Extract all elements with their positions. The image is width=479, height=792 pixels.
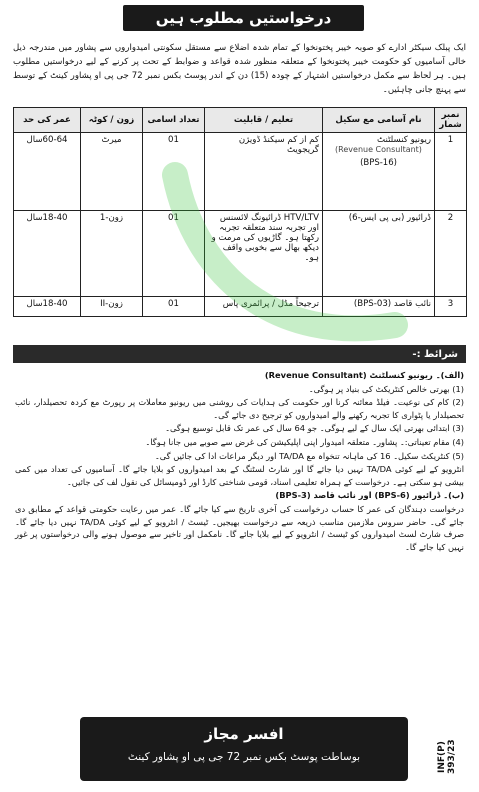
- condition-item: انٹرویو کے لیے کوئی TA/DA نہیں دیا جائے گا اور شارٹ لسٹنگ کے بعد امیدواروں کو بلایا جائے گا۔ آسامیوں کی تعداد میں کمی بیشی ہو سکتی ہے۔ درخواست کے ہمراہ تعلیمی اسناد، قومی شناختی کارڈ اور ڈومیسائل کی نقول لف کی جائیں۔: [15, 464, 464, 487]
- col-header-zone: زون / کوٹہ: [81, 108, 143, 133]
- table-row: [14, 297, 467, 317]
- condition-subheading: (ب)۔ ڈرائیور (BPS-6) اور نائب قاصد (BPS-3): [275, 490, 464, 501]
- condition-item: (2) کام کی نوعیت۔ فیلڈ معائنہ کرنا اور حکومت کی ہدایات کی روشنی میں ریونیو معاملات پر رپورٹ مع کردہ تحصیلدار، نائب تحصیلدار یا پٹواری کا تجربہ رکھنے والے امیدواروں کو ترجیح دی جائے گی۔: [15, 397, 464, 420]
- post-title-urdu: ریونیو کنسلٹنٹ: [377, 135, 431, 145]
- officer-title: افسر مجاز: [204, 725, 284, 743]
- condition-item: (1) بھرتی خالص کنٹریکٹ کی بنیاد پر ہوگی۔: [308, 383, 464, 394]
- vacancy-table: [13, 107, 467, 317]
- condition-item: (3) ابتدائی بھرتی ایک سال کے لیے ہوگی۔ جو 64 سال کی عمر تک قابل توسیع ہوگی۔: [165, 423, 464, 434]
- post-title-english: (Revenue Consultant): [335, 145, 422, 154]
- condition-subheading: (الف)۔ ریونیو کنسلٹنٹ (Revenue Consultant): [264, 370, 464, 380]
- conditions-list: [15, 369, 464, 689]
- col-header-age: عمر کی حد: [14, 108, 81, 133]
- row-serial: 2: [435, 211, 467, 297]
- row-count: 01: [143, 211, 205, 297]
- row-post: [323, 133, 435, 211]
- table-header-row: [14, 108, 467, 133]
- table-row: [14, 211, 467, 297]
- footer-box: [80, 717, 408, 781]
- row-serial: 1: [435, 133, 467, 211]
- post-title-urdu: نائب قاصد (BPS-03): [353, 299, 431, 309]
- col-header-count: تعداد اسامی: [143, 108, 205, 133]
- row-serial: 3: [435, 297, 467, 317]
- condition-item: (4) مقام تعیناتی:۔ پشاور۔ متعلقہ امیدوار اپنی اپلیکیشن کی غرض سے صوبے میں جانا ہوگا۔: [145, 436, 464, 447]
- row-qualification: کم از کم سیکنڈ ڈویژن گریجویٹ: [205, 133, 323, 211]
- col-header-serial: نمبر شمار: [435, 108, 467, 133]
- row-count: 01: [143, 297, 205, 317]
- table-row: [14, 133, 467, 211]
- row-post: [323, 297, 435, 317]
- row-qualification: ترجیحاً مڈل / پرائمری پاس: [205, 297, 323, 317]
- row-zone: میرٹ: [81, 133, 143, 211]
- row-zone: زون-II: [81, 297, 143, 317]
- condition-item: (5) کنٹریکٹ سکیل۔ 16 کی ماہانہ تنخواہ مع TA/DA اور دیگر مراعات ادا کی جائیں گی۔: [154, 450, 464, 461]
- post-scale: (BPS-16): [360, 158, 397, 168]
- col-header-post: نام آسامی مع سکیل: [323, 108, 435, 133]
- condition-item: درخواست دہندگان کی عمر کا حساب درخواست کی آخری تاریخ سے کیا جائے گا۔ عمر میں رعایت حکومتی قواعد کے مطابق دی جائے گی۔ حاضر سروس ملازمین مناسب ذریعہ سے درخواست بھیجیں۔ ٹیسٹ / انٹرویو کے لیے کوئی TA/DA نہیں دیا جائے گا۔ صرف شارٹ لسٹ امیدواروں کو ٹیسٹ / انٹرویو کے لیے بلایا جائے گا۔ نامکمل اور تاخیر سے موصول ہونے والی درخواستوں پر غور نہیں کیا جائے گا۔: [15, 503, 464, 552]
- row-count: 01: [143, 133, 205, 211]
- row-post: [323, 211, 435, 297]
- row-age: 18-40سال: [14, 211, 81, 297]
- post-title-urdu: ڈرائیور (بی پی ایس-6): [348, 213, 431, 223]
- reference-number: INF(P) 393/23: [437, 739, 457, 775]
- postal-address: بوساطت پوسٹ بکس نمبر 72 جی پی او پشاور کینٹ: [127, 751, 361, 763]
- advertisement-page: [5, 5, 474, 787]
- conditions-heading: شرائط :-: [13, 345, 466, 363]
- intro-paragraph: ایک پبلک سیکٹر ادارے کو صوبہ خیبر پختونخوا کے تمام شدہ اضلاع سے مستقل سکونتی امیدواروں سے پشاور میں مندرجہ ذیل خالی آسامیوں کو حکومت خیبر پختونخوا کے متعلقہ منظور شدہ قواعد و ضوابط کے تحت پر کرنے کے لیے درخواستیں مطلوب ہیں۔ ہر لحاظ سے مکمل درخواستیں اشتہار کے چودہ (15) دن کے اندر پوسٹ بکس نمبر 72 جی پی او پشاور کینٹ کے توسط سے پہنچ جانی چاہئیں۔: [13, 43, 466, 95]
- row-age: 18-40سال: [14, 297, 81, 317]
- page-title: درخواستیں مطلوب ہیں: [123, 5, 364, 31]
- row-zone: زون-1: [81, 211, 143, 297]
- row-qualification: HTV/LTV ڈرائیونگ لائسنس اور تجربہ سند متعلقہ تجربہ رکھتا ہو۔ گاڑیوں کی مرمت و دیکھ بھال سے بخوبی واقف ہو۔: [205, 211, 323, 297]
- col-header-qualification: تعلیم / قابلیت: [205, 108, 323, 133]
- row-age: 60-64سال: [14, 133, 81, 211]
